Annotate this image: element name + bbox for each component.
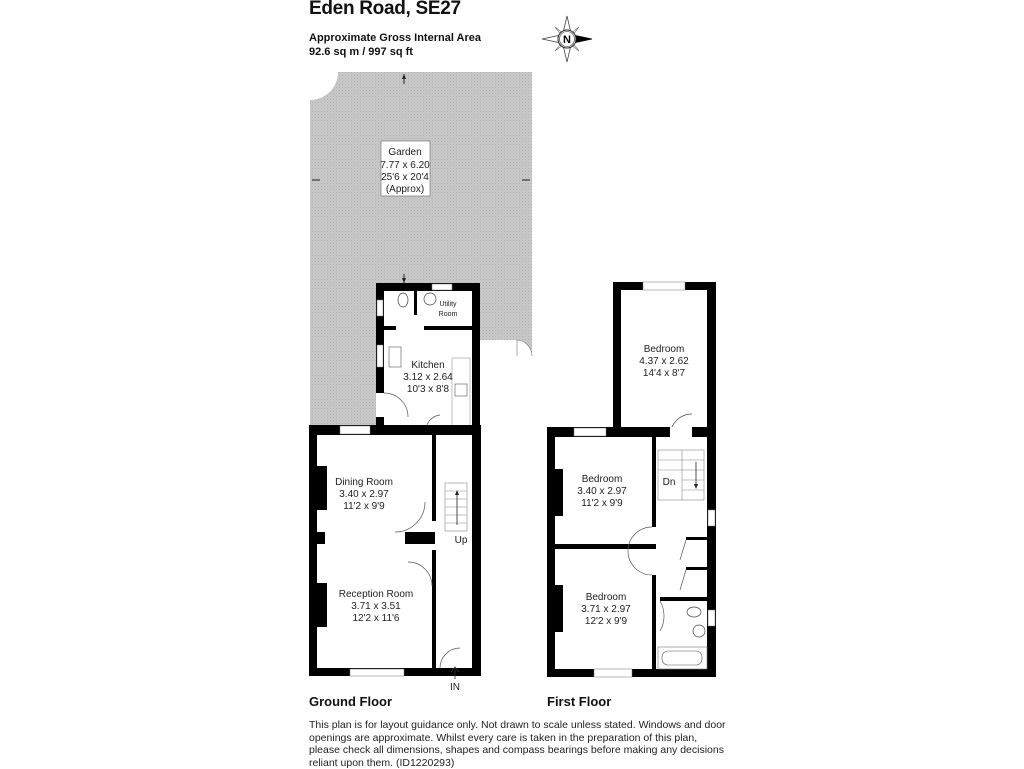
utility-label-2: Room xyxy=(438,311,458,318)
entrance-label: IN xyxy=(450,682,460,693)
bedroom-3-imperial: 12'2 x 9'9 xyxy=(584,616,628,627)
dining-room-imperial: 11'2 x 9'9 xyxy=(343,501,385,512)
utility-label: Utility xyxy=(439,301,457,308)
kitchen-metric: 3.12 x 2.64 xyxy=(403,372,453,383)
reception-room-metric: 3.71 x 3.51 xyxy=(351,601,401,612)
area-title: Approximate Gross Internal Area xyxy=(309,32,481,44)
bedroom-1-metric: 4.37 x 2.62 xyxy=(639,356,689,367)
bedroom-1-imperial: 14'4 x 8'7 xyxy=(642,368,686,379)
reception-room-imperial: 12'2 x 11'6 xyxy=(352,613,400,624)
first-floor-label: First Floor xyxy=(547,694,612,709)
garden-label: Garden xyxy=(388,147,422,158)
reception-room-label: Reception Room xyxy=(338,589,414,600)
ground-floor-rear-walls xyxy=(376,283,480,433)
area-value: 92.6 sq m / 997 sq ft xyxy=(309,46,413,58)
compass-north-label: N xyxy=(563,34,571,46)
garden-imperial: 25'6 x 20'4 xyxy=(381,172,429,183)
ground-floor-main-walls xyxy=(309,425,481,676)
bedroom-3-label: Bedroom xyxy=(585,592,627,603)
garden-note: (Approx) xyxy=(385,184,425,195)
bedroom-2-imperial: 11'2 x 9'9 xyxy=(581,498,623,509)
bedroom-2-metric: 3.40 x 2.97 xyxy=(577,486,627,497)
garden-metric: 7.77 x 6.20 xyxy=(380,160,430,171)
property-title: Eden Road, SE27 xyxy=(309,0,461,19)
stairs-down-label: Dn xyxy=(662,477,676,488)
first-floor-walls xyxy=(547,282,716,677)
kitchen-label: Kitchen xyxy=(411,360,445,371)
disclaimer-text: This plan is for layout guidance only. Not drawn to scale unless stated. Windows and door openings are approximate. Whilst every care is taken in the preparation of this plan, please check all dimensions, shapes and compass bearings before making any decisions reliant upon them. (ID1220293) xyxy=(309,719,726,769)
dining-room-label: Dining Room xyxy=(335,477,393,488)
kitchen-imperial: 10'3 x 8'8 xyxy=(406,384,450,395)
bedroom-3-metric: 3.71 x 2.97 xyxy=(581,604,631,615)
stairs-up-label: Up xyxy=(454,535,468,546)
bedroom-1-label: Bedroom xyxy=(643,344,685,355)
bedroom-2-label: Bedroom xyxy=(581,474,623,485)
ground-floor-label: Ground Floor xyxy=(309,694,393,709)
dining-room-metric: 3.40 x 2.97 xyxy=(339,489,389,500)
compass-rose-icon xyxy=(542,16,592,62)
